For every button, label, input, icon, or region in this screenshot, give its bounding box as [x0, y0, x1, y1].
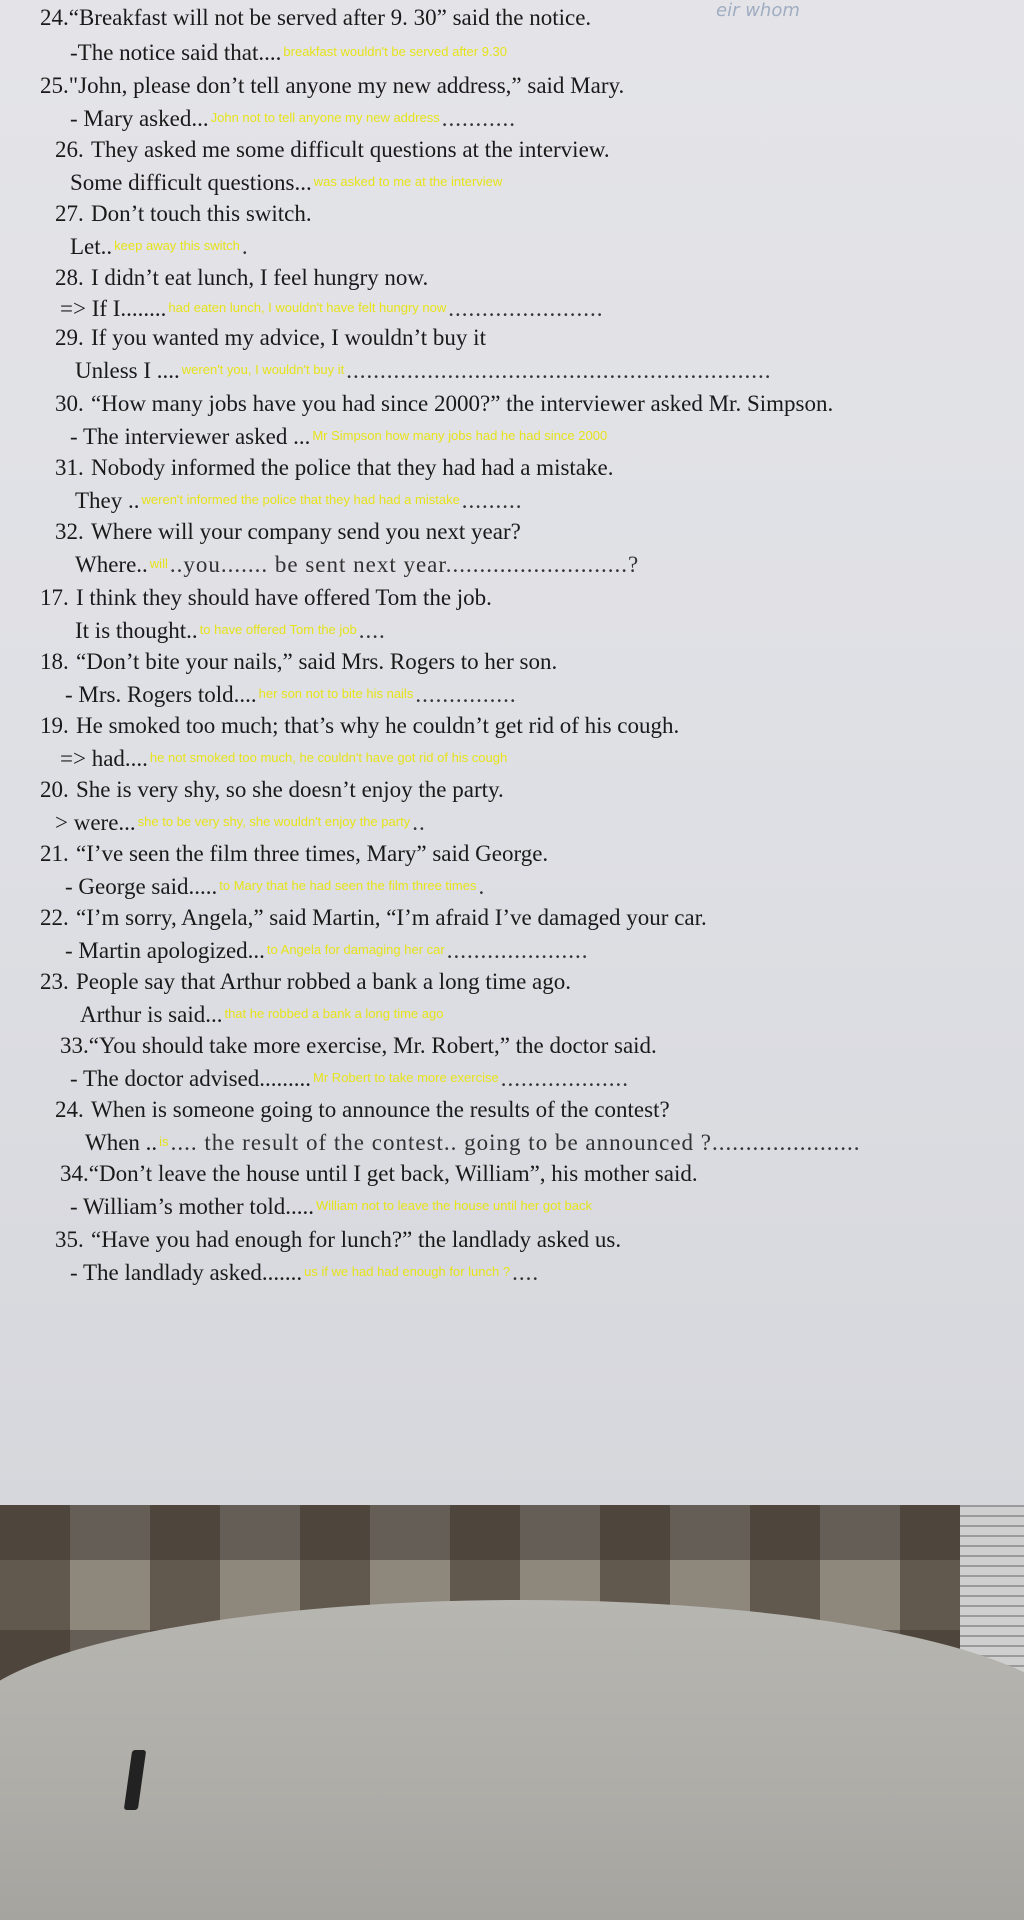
exercise-line	[85, 1128, 861, 1157]
question-text: > were...	[55, 810, 136, 835]
exercise-line	[70, 232, 249, 261]
exercise-line	[55, 454, 613, 482]
question-text: When is someone going to announce the results of the contest?	[91, 1097, 670, 1122]
handwritten-answer: keep away this switch	[114, 238, 240, 253]
exercise-line	[40, 584, 492, 612]
question-text: Let..	[70, 234, 113, 259]
answer-blank: ...........	[441, 106, 516, 131]
question-number: 30.	[55, 391, 84, 416]
handwritten-answer: he not smoked too much, he couldn't have got rid of his cough	[149, 750, 508, 765]
handwritten-answer: breakfast wouldn't be served after 9.30	[283, 44, 508, 59]
handwritten-answer: weren't you, I wouldn't buy it	[181, 362, 345, 377]
handwritten-answer: she to be very shy, she wouldn't enjoy the party	[137, 814, 411, 829]
exercise-line	[70, 422, 609, 451]
exercise-line	[70, 38, 509, 67]
question-text: “Don’t bite your nails,” said Mrs. Rogers to her son.	[76, 649, 558, 674]
answer-blank: ..you....... be sent next year...........................?	[169, 552, 640, 577]
exercise-line	[40, 776, 504, 804]
question-number: 20.	[40, 777, 69, 802]
question-text: 24.“Breakfast will not be served after 9. 30” said the notice.	[40, 5, 592, 30]
question-number: 19.	[40, 713, 69, 738]
exercise-line	[55, 324, 486, 352]
exercise-line	[55, 200, 312, 228]
question-text: - The landlady asked.......	[70, 1260, 303, 1285]
question-text: -The notice said that....	[70, 40, 282, 65]
exercise-line	[60, 1032, 657, 1060]
question-text: I didn’t eat lunch, I feel hungry now.	[91, 265, 429, 290]
handwritten-answer: is	[159, 1134, 169, 1149]
question-number: 21.	[40, 841, 69, 866]
answer-blank: .......................	[448, 296, 604, 321]
exercise-line	[65, 872, 485, 901]
exercise-line	[40, 968, 571, 996]
question-text: - Mary asked...	[70, 106, 209, 131]
question-text: Some difficult questions...	[70, 170, 312, 195]
question-text: She is very shy, so she doesn’t enjoy the party.	[76, 777, 504, 802]
question-text: Where will your company send you next year?	[91, 519, 521, 544]
handwritten-answer: had eaten lunch, I wouldn't have felt hungry now	[168, 300, 447, 315]
question-text: - William’s mother told.....	[70, 1194, 314, 1219]
question-number: 27.	[55, 201, 84, 226]
question-number: 18.	[40, 649, 69, 674]
question-text: People say that Arthur robbed a bank a long time ago.	[76, 969, 572, 994]
answer-blank: ....	[512, 1260, 540, 1285]
question-text: => had....	[60, 746, 148, 771]
question-text: “I’m sorry, Angela,” said Martin, “I’m afraid I’ve damaged your car.	[76, 905, 707, 930]
question-text: - George said.....	[65, 874, 218, 899]
answer-blank: ...............................................................	[346, 358, 772, 383]
exercise-line	[65, 680, 517, 709]
handwritten-note: eir whom	[716, 0, 800, 21]
exercise-line	[40, 648, 557, 676]
handwritten-answer: Mr Simpson how many jobs had he had since 2000	[312, 428, 608, 443]
answer-blank: .... the result of the contest.. going to be announced ?......................	[170, 1130, 861, 1155]
answer-blank: ...............	[415, 682, 517, 707]
exercise-line	[55, 1226, 621, 1254]
handwritten-answer: will	[149, 556, 168, 571]
question-text: It is thought..	[75, 618, 198, 643]
exercise-line	[40, 840, 548, 868]
handwritten-answer: was asked to me at the interview	[313, 174, 503, 189]
exercise-line	[75, 616, 386, 645]
question-text: I think they should have offered Tom the job.	[76, 585, 492, 610]
answer-blank: .....................	[446, 938, 589, 963]
handwritten-answer: that he robbed a bank a long time ago	[224, 1006, 444, 1021]
exercise-line	[70, 1192, 594, 1221]
exercise-line	[60, 744, 509, 773]
question-number: 31.	[55, 455, 84, 480]
exercise-line	[55, 808, 426, 837]
handwritten-answer: John not to tell anyone my new address	[210, 110, 440, 125]
exercise-line	[55, 264, 428, 292]
handwritten-answer: Mr Robert to take more exercise	[313, 1070, 499, 1085]
answer-blank: ..	[412, 810, 426, 835]
question-text: If you wanted my advice, I wouldn’t buy it	[91, 325, 486, 350]
exercise-line	[65, 936, 588, 965]
question-text: Arthur is said...	[80, 1002, 223, 1027]
question-text: They asked me some difficult questions at the interview.	[91, 137, 610, 162]
question-number: 35.	[55, 1227, 84, 1252]
exercise-line	[75, 550, 639, 579]
question-number: 32.	[55, 519, 84, 544]
question-text: “How many jobs have you had since 2000?” the interviewer asked Mr. Simpson.	[91, 391, 834, 416]
exercise-line	[55, 136, 610, 164]
question-number: 26.	[55, 137, 84, 162]
handwritten-answer: to Angela for damaging her car	[266, 942, 445, 957]
handwritten-answer: her son not to bite his nails	[258, 686, 414, 701]
exercise-line	[60, 294, 604, 323]
answer-blank: ...................	[500, 1066, 629, 1091]
question-number: 24.	[55, 1097, 84, 1122]
question-text: Where..	[75, 552, 148, 577]
question-text: - Mrs. Rogers told....	[65, 682, 257, 707]
question-number: 22.	[40, 905, 69, 930]
exercise-line	[80, 1000, 445, 1029]
question-number: 28.	[55, 265, 84, 290]
exercise-line	[60, 1160, 698, 1188]
handwritten-answer: William not to leave the house until her got back	[315, 1198, 593, 1213]
question-text: Don’t touch this switch.	[91, 201, 312, 226]
question-text: 25."John, please don’t tell anyone my new address,” said Mary.	[40, 73, 625, 98]
handwritten-answer: to have offered Tom the job	[199, 622, 357, 637]
question-text: He smoked too much; that’s why he couldn’t get rid of his cough.	[76, 713, 680, 738]
question-text: “I’ve seen the film three times, Mary” said George.	[76, 841, 549, 866]
question-text: => If I........	[60, 296, 167, 321]
exercise-line	[55, 390, 833, 418]
question-text: - The doctor advised.........	[70, 1066, 312, 1091]
question-number: 17.	[40, 585, 69, 610]
answer-blank: .	[478, 874, 486, 899]
exercise-line	[40, 4, 591, 32]
exercise-line	[40, 904, 707, 932]
question-text: 34.“Don’t leave the house until I get back, William”, his mother said.	[60, 1161, 698, 1186]
exercise-line	[55, 1096, 670, 1124]
question-text: - The interviewer asked ...	[70, 424, 311, 449]
exercise-line	[55, 518, 521, 546]
exercise-line	[75, 356, 772, 385]
exercise-line	[70, 104, 516, 133]
exercise-line	[40, 72, 624, 100]
answer-blank: .	[241, 234, 249, 259]
question-text: Nobody informed the police that they had had a mistake.	[91, 455, 614, 480]
exercise-line	[70, 1064, 629, 1093]
question-text: - Martin apologized...	[65, 938, 265, 963]
question-text: “Have you had enough for lunch?” the landlady asked us.	[91, 1227, 622, 1252]
exercise-line	[70, 168, 504, 197]
handwritten-answer: weren't informed the police that they had had a mistake	[141, 492, 460, 507]
grey-cushion	[0, 1600, 1024, 1920]
answer-blank: .........	[461, 488, 523, 513]
question-text: When ..	[85, 1130, 158, 1155]
exercise-line	[75, 486, 523, 515]
question-number: 29.	[55, 325, 84, 350]
handwritten-answer: us if we had had enough for lunch ?	[304, 1264, 511, 1279]
question-text: 33.“You should take more exercise, Mr. Robert,” the doctor said.	[60, 1033, 657, 1058]
question-text: They ..	[75, 488, 140, 513]
handwritten-answer: to Mary that he had seen the film three times	[219, 878, 477, 893]
question-number: 23.	[40, 969, 69, 994]
answer-blank: ....	[358, 618, 386, 643]
exercise-line	[40, 712, 679, 740]
question-text: Unless I ....	[75, 358, 180, 383]
exercise-line	[70, 1258, 539, 1287]
